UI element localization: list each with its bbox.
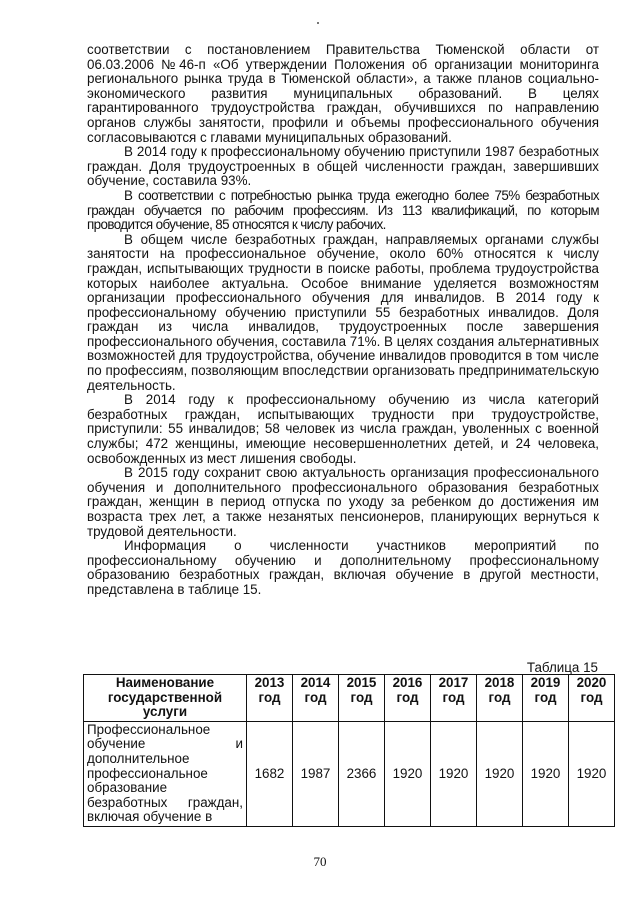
service-name-cell: Профессиональное обучение и дополнительное профессиональное образование безработных граждан, включая обучение в	[84, 721, 247, 826]
page-number: 70	[313, 854, 327, 869]
paragraph: соответствии с постановлением Правительства Тюменской области от 06.03.2006 №46-п «Об утверждении Положения об организации мониторинга регионального рынка труда в Тюменской области», а также планов социально-экономического развития муниципальных образований. В целях гарантированного трудоустройства граждан, обучившихся по направлению органов службы занятости, профили и объемы профессионального обучения согласовываются с главами муниципальных образований.	[87, 42, 599, 145]
table-caption: Таблица 15	[526, 660, 598, 675]
paragraph: В соответствии с потребностью рынка труда ежегодно более 75% безработных граждан обучается по рабочим профессиям. Из 113 квалификаций, по которым проводится обучение, 85 относятся к числу рабочих.	[87, 187, 599, 233]
paragraph: В общем числе безработных граждан, направляемых органами службы занятости на профессиональное обучение, около 60% относятся к числу граждан, испытывающих трудности в поиске работы, проблема трудоустройства которых наиболее актуальна. Особое внимание уделяется возможностям организации профессионального обучения для инвалидов. В 2014 году к профессиональному обучению приступили 55 безработных инвалидов. Доля граждан из числа инвалидов, трудоустроенных после завершения профессионального обучения, составила 71%. В целях создания альтернативных возможностей для трудоустройства, обучение инвалидов проводится в том числе по профессиям, позволяющим впоследствии организовать предпринимательскую деятельность.	[87, 231, 599, 393]
column-header: 2020 год	[569, 675, 615, 722]
column-header: 2015 год	[339, 675, 385, 722]
scan-speck	[317, 22, 319, 24]
column-header: 2017 год	[431, 675, 477, 722]
value-cell: 2366	[339, 721, 385, 826]
value-cell: 1920	[523, 721, 569, 826]
column-header: 2016 год	[385, 675, 431, 722]
column-header: 2014 год	[293, 675, 339, 722]
value-cell: 1920	[569, 721, 615, 826]
table-row	[84, 721, 615, 826]
body-text	[87, 43, 599, 598]
paragraph: Информация о численности участников мероприятий по профессиональному обучению и дополнительному профессиональному образованию безработных граждан, включая обучение в другой местности, представлена в таблице 15.	[87, 538, 599, 597]
value-cell: 1682	[247, 721, 293, 826]
paragraph: В 2014 году к профессиональному обучению из числа категорий безработных граждан, испытывающих трудности при трудоустройстве, приступили: 55 инвалидов; 58 человек из числа граждан, уволенных с военной службы; 472 женщины, имеющие несовершеннолетних детей, и 24 человека, освобожденных из мест лишения свободы.	[87, 392, 599, 466]
value-cell: 1920	[431, 721, 477, 826]
table-header-row	[84, 675, 615, 722]
paragraph: В 2014 году к профессиональному обучению приступили 1987 безработных граждан. Доля трудоустроенных в общей численности граждан, завершивших обучение, составила 93%.	[87, 144, 599, 189]
column-header: 2013 год	[247, 675, 293, 722]
value-cell: 1987	[293, 721, 339, 826]
column-header: 2019 год	[523, 675, 569, 722]
data-table	[83, 674, 615, 827]
column-header: 2018 год	[477, 675, 523, 722]
value-cell: 1920	[477, 721, 523, 826]
column-header: Наименование государственной услуги	[84, 675, 247, 722]
paragraph: В 2015 году сохранит свою актуальность организация профессионального обучения и дополнительного профессионального образования безработных граждан, женщин в период отпуска по уходу за ребенком до достижения им возраста трех лет, а также незанятых пенсионеров, планирующих вернуться к трудовой деятельности.	[87, 465, 599, 539]
value-cell: 1920	[385, 721, 431, 826]
